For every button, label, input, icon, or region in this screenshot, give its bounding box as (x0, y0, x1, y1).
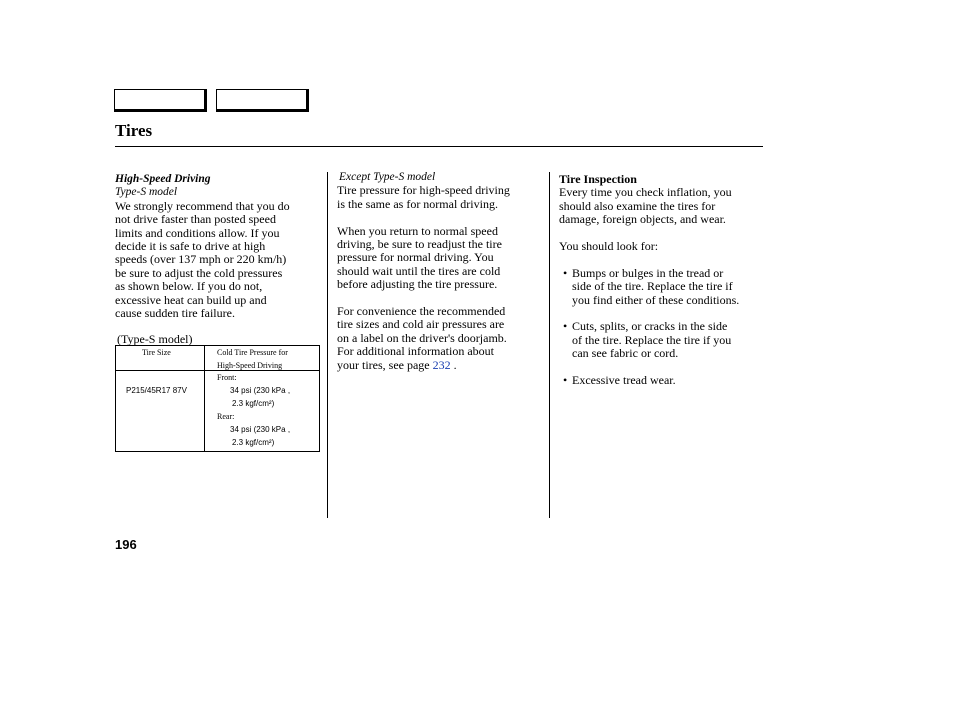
section-subheading: Type-S model (115, 186, 178, 199)
text-line: on a label on the driver's doorjamb. (337, 330, 507, 345)
text-span: your tires, see page (337, 357, 430, 372)
text-line: We strongly recommend that you do (115, 198, 290, 213)
paragraph (337, 305, 542, 372)
text-line: driving, be sure to readjust the tire (337, 237, 502, 252)
text-line: of the tire. Replace the tire if you (572, 332, 732, 347)
text-line: side of the tire. Replace the tire if (572, 279, 733, 294)
text-line: should also examine the tires for (559, 198, 716, 213)
paragraph (337, 184, 542, 211)
table-cell-front-value-2: 2.3 kgf/cm²) (232, 399, 275, 408)
section-subheading: Except Type-S model (339, 171, 436, 183)
paragraph (115, 200, 320, 321)
table-cell-rear-value-2: 2.3 kgf/cm²) (232, 438, 275, 447)
text-line: you find either of these conditions. (572, 292, 740, 307)
text-line: as shown below. If you do not, (115, 279, 263, 294)
list-item (559, 374, 769, 387)
text-line: Cuts, splits, or cracks in the side (572, 319, 728, 334)
text-line: should wait until the tires are cold (337, 263, 501, 278)
column-except-type-s (337, 171, 542, 372)
tire-pressure-table (115, 345, 320, 452)
table-column-divider (204, 346, 205, 451)
page-reference-link[interactable]: 232 (432, 357, 451, 372)
table-header-pressure-line-1: Cold Tire Pressure for (217, 348, 288, 357)
table-header-tire-size: Tire Size (142, 348, 171, 357)
table-caption: (Type-S model) (117, 332, 193, 346)
text-line: When you return to normal speed (337, 223, 498, 238)
table-cell-rear-value-1: 34 psi (230 kPa , (230, 425, 291, 434)
text-line: not drive faster than posted speed (115, 212, 276, 227)
table-header-pressure-line-2: High-Speed Driving (217, 361, 283, 370)
bullet-icon: • (563, 265, 568, 280)
column-high-speed-driving (115, 173, 320, 320)
text-line: pressure for normal driving. You (337, 250, 494, 265)
column-tire-inspection (559, 173, 769, 387)
list-item (559, 267, 769, 307)
text-line: damage, foreign objects, and wear. (559, 212, 726, 227)
paragraph (337, 225, 542, 292)
page-number: 196 (115, 537, 137, 552)
text-line: speeds (over 137 mph or 220 km/h) (115, 252, 287, 267)
page-title: Tires (115, 121, 153, 140)
text-line: Tire pressure for high-speed driving (337, 183, 510, 198)
text-line: For convenience the recommended (337, 304, 506, 319)
list-item (559, 320, 769, 360)
text-line: be sure to adjust the cold pressures (115, 265, 283, 280)
section-heading: Tire Inspection (559, 172, 637, 186)
text-line: can see fabric or cord. (572, 346, 679, 361)
text-line: cause sudden tire failure. (115, 306, 235, 321)
paragraph (559, 186, 769, 226)
text-line: Bumps or bulges in the tread or (572, 265, 724, 280)
nav-tab-box-2[interactable] (216, 89, 309, 112)
bullet-icon: • (563, 373, 568, 388)
table-cell-front-label: Front: (217, 373, 237, 382)
bullet-icon: • (563, 319, 568, 334)
text-line: Excessive tread wear. (572, 373, 676, 388)
text-line (337, 359, 542, 372)
nav-tab-box-1[interactable] (114, 89, 207, 112)
text-line: decide it is safe to drive at high (115, 239, 266, 254)
text-line: tire sizes and cold air pressures are (337, 317, 505, 332)
title-rule (115, 146, 763, 147)
text-line: For additional information about (337, 344, 494, 359)
table-cell-front-value-1: 34 psi (230 kPa , (230, 386, 291, 395)
text-line: excessive heat can build up and (115, 292, 267, 307)
text-line: before adjusting the tire pressure. (337, 277, 498, 292)
section-heading: High-Speed Driving (115, 173, 211, 185)
column-divider-2 (549, 172, 550, 518)
table-cell-rear-label: Rear: (217, 412, 235, 421)
column-divider-1 (327, 172, 328, 518)
paragraph: You should look for: (559, 239, 659, 254)
text-line: Every time you check inflation, you (559, 185, 732, 200)
text-span: . (450, 357, 457, 372)
table-cell-tire-size: P215/45R17 87V (126, 386, 187, 395)
text-line: limits and conditions allow. If you (115, 225, 280, 240)
text-line: is the same as for normal driving. (337, 196, 498, 211)
